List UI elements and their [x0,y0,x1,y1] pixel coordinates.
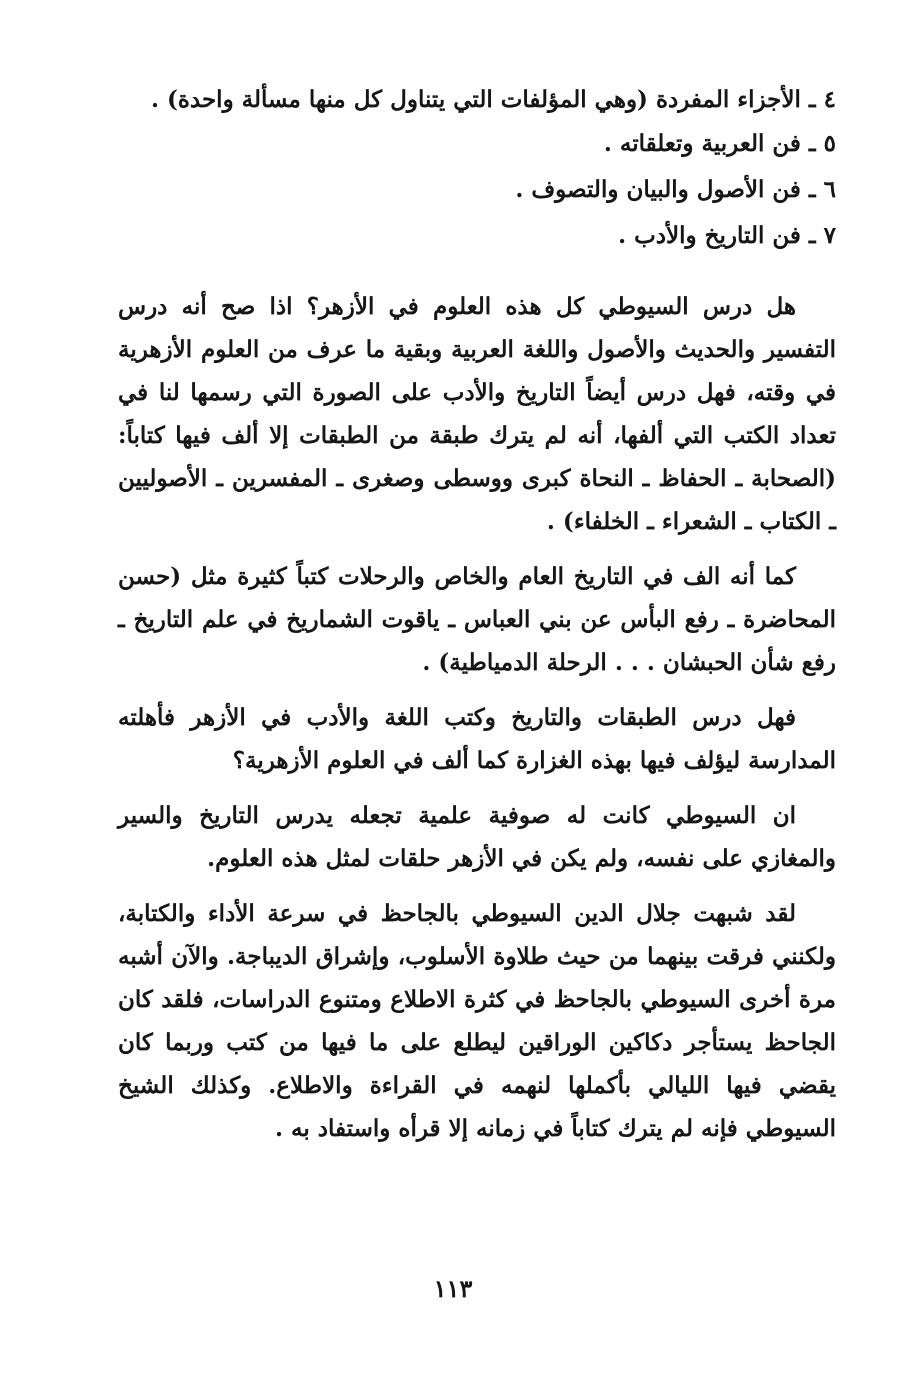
paragraph-3: فهل درس الطبقات والتاريخ وكتب اللغة والأدب في الأزهر فأهلته المدارسة ليؤلف فيها بهذه الغزارة كما ألف في العلوم الأزهرية؟ [118,704,836,774]
page-number: ١١٣ [433,1274,473,1303]
list-item-5: ٥ ـ فن العربية وتعلقاته . [603,130,836,157]
paragraph-gap [118,782,836,794]
paragraph-4: ان السيوطي كانت له صوفية علمية تجعله يدرس التاريخ والسير والمغازي على نفسه، ولم يكن في الأزهر حلقات لمثل هذه العلوم. [118,802,836,872]
list-item-4: ٤ ـ الأجزاء المفردة (وهي المؤلفات التي يتناول كل منها مسألة واحدة) . [150,86,836,113]
paragraph-gap [118,684,836,696]
page-body [118,78,836,1150]
list-item-6: ٦ ـ فن الأصول والبيان والتصوف . [515,176,836,203]
paragraph-gap [118,880,836,892]
paragraph-2: كما أنه الف في التاريخ العام والخاص والرحلات كتباً كثيرة مثل (حسن المحاضرة ـ رفع البأس عن بني العباس ـ ياقوت الشماريخ في علم التاريخ ـ رفع شأن الحبشان . . . الرحلة الدمياطية) . [118,563,836,676]
list-item-7: ٧ ـ فن التاريخ والأدب . [618,222,836,249]
paragraph-1: هل درس السيوطي كل هذه العلوم في الأزهر؟ اذا صح أنه درس التفسير والحديث والأصول واللغة العربية وبقية ما عرف من العلوم الأزهرية في وقته، فهل درس أيضاً التاريخ والأدب على الصورة التي رسمها لنا في تعداد الكتب التي ألفها، أنه لم يترك طبقة من الطبقات إلا ألف فيها كتاباً: (الصحابة ـ الحفاظ ـ النحاة كبرى ووسطى وصغرى ـ المفسرين ـ الأصوليين ـ الكتاب ـ الشعراء ـ الخلفاء) . [118,293,836,535]
paragraph-gap [118,543,836,555]
section-gap [118,259,836,285]
paragraph-5: لقد شبهت جلال الدين السيوطي بالجاحظ في سرعة الأداء والكتابة، ولكنني فرقت بينهما من حيث طلاوة الأسلوب، وإشراق الديباجة. والآن أشبه مرة أخرى السيوطي بالجاحظ في كثرة الاطلاع ومتنوع الدراسات، فلقد كان الجاحظ يستأجر دكاكين الوراقين ليطلع على ما فيها من كتب وربما كان يقضي فيها الليالي بأكملها لنهمه في القراءة والاطلاع. وكذلك الشيخ السيوطي فإنه لم يترك كتاباً في زمانه إلا قرأه واستفاد به . [118,900,836,1142]
